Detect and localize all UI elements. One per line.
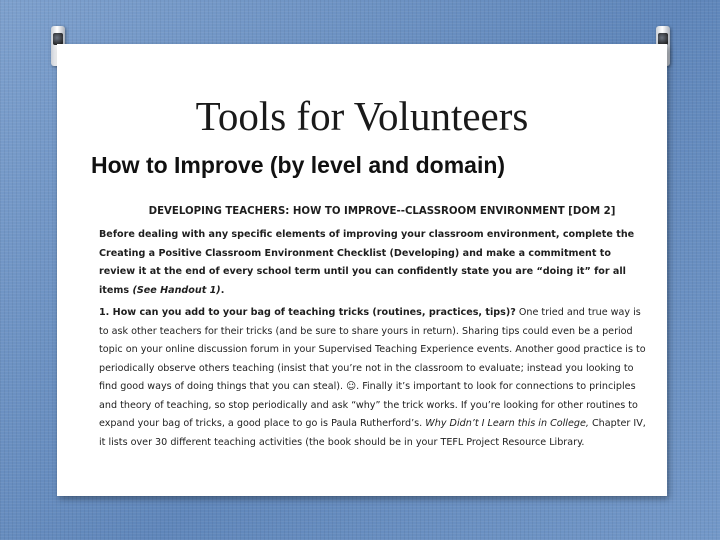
tricks-end: Chapter IV, it lists over 30 different teaching activities (the book should be in your TEFL Project Resource Library. xyxy=(99,418,646,448)
tricks-question: 1. How can you add to your bag of teaching tricks (routines, practices, tips)? xyxy=(99,307,516,318)
document-paragraph-tricks xyxy=(99,304,647,452)
slide-title: Tools for Volunteers xyxy=(195,93,529,139)
document-heading: DEVELOPING TEACHERS: HOW TO IMPROVE--CLASSROOM ENVIRONMENT [DOM 2] xyxy=(148,206,616,217)
intro-end: . xyxy=(220,284,225,296)
handout-reference: (See Handout 1) xyxy=(132,284,221,296)
tricks-text: One tried and true way is to ask other teachers for their tricks (and be sure to share yours in return). Sharing tips could even be a period topic on your online discussion forum in your Supervised Teaching Experience events. Another good practice is to periodically observe others teaching (insist that you’re not in the classroom to evaluate; instead you looking to find good ways of doing things that you can steal). ☺. Finally it’s important to look for connections to principles and theory of teaching, so stop periodically and ask “why” the trick works. If you’re looking for other routines to expand your bag of tricks, a good place to go is Paula Rutherford’s. xyxy=(99,307,646,429)
book-title: Why Didn’t I Learn this in College, xyxy=(425,418,589,429)
document-paragraph-intro xyxy=(99,226,647,300)
slide-paper xyxy=(57,44,667,496)
document-excerpt xyxy=(99,204,647,468)
slide-subtitle: How to Improve (by level and domain) xyxy=(91,152,506,178)
intro-text: Before dealing with any specific elements of improving your classroom environment, complete the Creating a Positive Classroom Environment Checklist (Developing) and make a commitment to review it at the end of every school term until you can confidently state you are “doing it” for all items xyxy=(99,229,635,296)
